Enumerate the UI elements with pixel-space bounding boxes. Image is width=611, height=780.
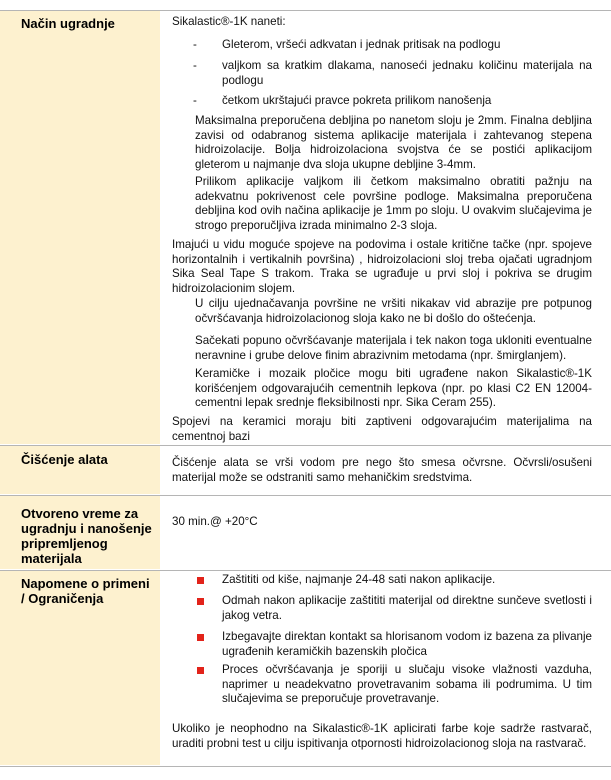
note-item: Zaštititi od kiše, najmanje 24-48 sati nakon aplikacije. [222,573,496,586]
cleaning-text: Čišćenje alata se vrši vodom pre nego što smesa očvrsne. Očvrsli/osušeni materijal može se odstraniti samo mehaničkim sredstvima. [172,456,592,484]
open-time-value: 30 min.@ +20°C [172,515,258,528]
section-label-napomene: Napomene o primeni / Ograničenja [21,576,150,606]
red-bullet-icon [197,634,204,641]
red-bullet-icon [197,598,204,605]
red-bullet-icon [197,577,204,584]
divider [0,766,611,767]
footer-note: Ukoliko je neophodno na Sikalastic®-1K aplicirati farbe koje sadrže rastvarač, uraditi probni test u cilju ispitivanja otpornosti hidroizolacionog sloja na rastvarač. [172,722,592,750]
dash-marker: - [193,94,197,107]
paragraph-joints: Imajući u vidu moguće spojeve na podovima i ostale kritične tačke (npr. spojeve horizontalnih i vertikalnih površina) , hidroizolacioni sloj treba ojačati ugradnjom Sika Seal Tape S trakom. Traka se ugrađuje u prvi sloj i pokriva se drugim hidroizolacionim slojem. [172,238,592,295]
section-label-vreme: Otvoreno vreme za ugradnju i nanošenje pripremljenog materijala [21,506,152,566]
red-bullet-icon [197,667,204,674]
note-item: Proces očvršćavanja je sporiji u slučaju visoke vlažnosti vazduha, naprimer u neadekvatno provetravanim sobama ili podrumima. U tim slučajevima se preporučuje provetravanje. [222,663,592,705]
method-item: Gleterom, vršeći adkvatan i jednak pritisak na podlogu [222,38,501,51]
label-column [0,11,160,444]
paragraph-thickness: Maksimalna preporučena debljina po nanetom sloju je 2mm. Finalna debljina zavisi od odabranog sistema aplikacije materijala i zahtevanog stepena hidroizolacije. Bolja hidroizolaciona svojstva će se postići aplikacijom gleterom u najmanje dva sloja ukupne debljine 3-4mm. [195,114,592,171]
dash-marker: - [193,38,197,51]
note-item: Odmah nakon aplikacije zaštititi materijal od direktne sunčeve svetlosti i jakog vetra. [222,594,592,622]
paragraph-roller: Prilikom aplikacije valjkom ili četkom maksimalno obratiti pažnju na adekvatnu pokrivenost cele površine podloge. Maksimalna preporučena debljina kod ovih načina aplikacije je 1mm po sloju. U ovakvim slučajevima je strogo preporučljiva izrada minimalno 2-3 sloja. [195,175,592,232]
section-label-ugradnja: Način ugradnje [21,16,115,31]
paragraph-seal: Spojevi na keramici moraju biti zaptiveni odgovarajućim materijalima na cementnoj bazi [172,415,592,443]
section-label-ciscenje: Čišćenje alata [21,452,108,467]
method-item: valjkom sa kratkim dlakama, nanoseći jednaku količinu materijala na podlogu [222,59,592,87]
note-item: Izbegavajte direktan kontakt sa hlorisanom vodom iz bazena za plivanje ugrađenih keramičkih bazenskih pločica [222,630,592,658]
dash-marker: - [193,59,197,72]
intro-text: Sikalastic®-1K naneti: [172,15,286,28]
method-item: četkom ukrštajući pravce pokreta prilikom nanošenja [222,94,492,107]
paragraph-tiles: Keramičke i mozaik pločice mogu biti ugrađene nakon Sikalastic®-1K korišćenjem odgovarajućih cementnih lepkova (npr. po klasi C2 EN 12004-cementni lepak srednje fleksibilnosti npr. Sika Ceram 255). [195,367,592,409]
paragraph-abrasion: U cilju ujednačavanja površine ne vršiti nikakav vid abrazije pre potpunog očvršćavanja hidroizolacionog sloja kako ne bi došlo do oštećenja. [195,297,592,325]
paragraph-wait: Sačekati popuno očvršćavanje materijala i tek nakon toga ukloniti eventualne neravnine i grube delove finim abrazivnim metodama (npr. šmirglanjem). [195,334,592,362]
